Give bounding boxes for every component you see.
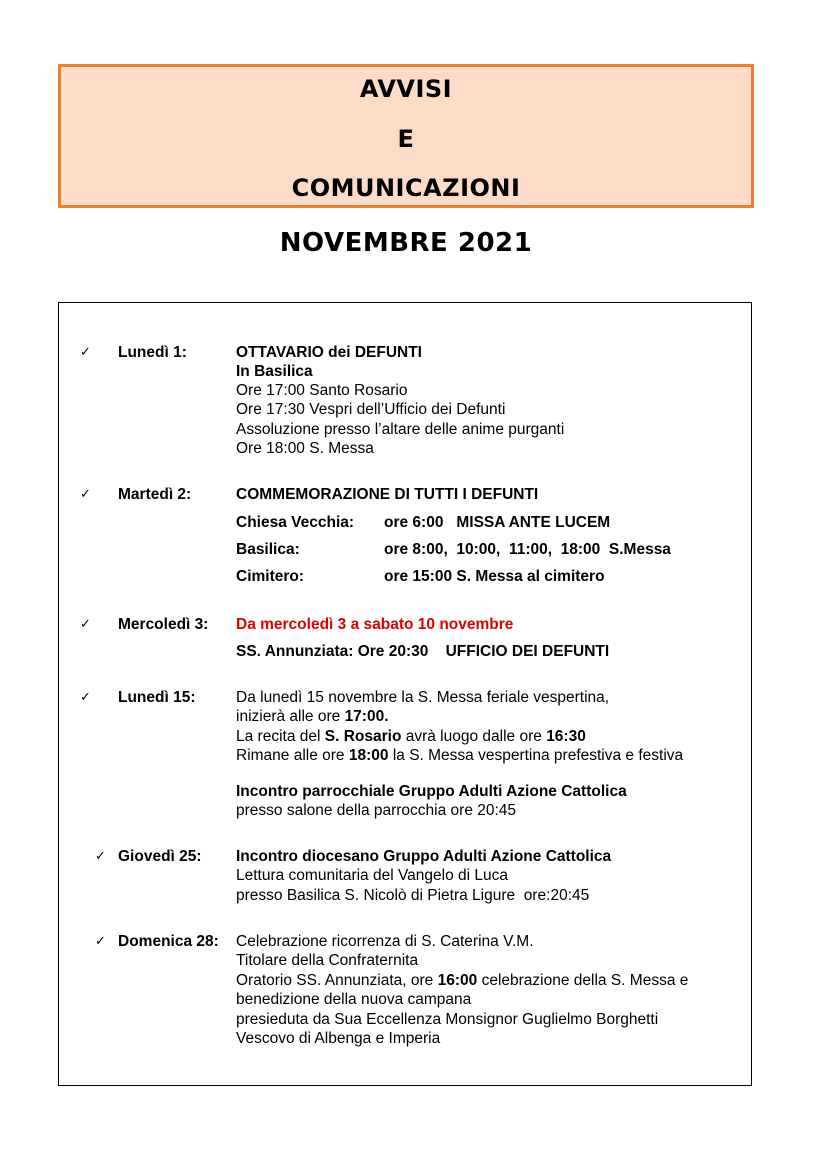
- header-title-comunicazioni: COMUNICAZIONI: [291, 174, 521, 202]
- entry-line: Ore 18:00 S. Messa: [236, 440, 374, 457]
- entry-title: Incontro diocesano Gruppo Adulti Azione Cattolica: [236, 848, 612, 865]
- header-box: [58, 64, 754, 208]
- schedule-detail: ore 6:00 MISSA ANTE LUCEM: [384, 514, 611, 531]
- check-icon: ✓: [95, 934, 106, 949]
- entry-line: Rimane alle ore 18:00 la S. Messa vespertina prefestiva e festiva: [236, 747, 684, 764]
- schedule-detail: ore 15:00 S. Messa al cimitero: [384, 568, 605, 585]
- entry-line: presso Basilica S. Nicolò di Pietra Ligure ore:20:45: [236, 887, 590, 904]
- check-icon: ✓: [80, 487, 91, 502]
- month-title: NOVEMBRE 2021: [279, 228, 533, 258]
- day-label-mercoledi3: Mercoledì 3:: [118, 616, 209, 633]
- entry-line: Assoluzione presso l’altare delle anime purganti: [236, 421, 565, 438]
- entry-line: presieduta da Sua Eccellenza Monsignor Guglielmo Borghetti: [236, 1011, 659, 1028]
- check-icon: ✓: [80, 690, 91, 705]
- entry-line: inizierà alle ore 17:00.: [236, 708, 389, 725]
- schedule-detail: ore 8:00, 10:00, 11:00, 18:00 S.Messa: [384, 541, 671, 558]
- header-title-e: E: [397, 125, 415, 153]
- schedule-place: Cimitero:: [236, 568, 305, 585]
- entry-line: Vescovo di Albenga e Imperia: [236, 1030, 441, 1047]
- schedule-place: Chiesa Vecchia:: [236, 514, 355, 531]
- entry-title: COMMEMORAZIONE DI TUTTI I DEFUNTI: [236, 486, 539, 503]
- entry-highlight: Da mercoledì 3 a sabato 10 novembre: [236, 616, 514, 633]
- entry-line: La recita del S. Rosario avrà luogo dalle ore 16:30: [236, 728, 586, 745]
- check-icon: ✓: [80, 617, 91, 632]
- entry-title: OTTAVARIO dei DEFUNTI: [236, 344, 422, 361]
- entry-line: Lettura comunitaria del Vangelo di Luca: [236, 867, 508, 884]
- check-icon: ✓: [95, 849, 106, 864]
- entry-line: Ore 17:30 Vespri dell’Ufficio dei Defunti: [236, 401, 506, 418]
- entry-line: SS. Annunziata: Ore 20:30 UFFICIO DEI DEFUNTI: [236, 643, 610, 660]
- day-label-lunedi15: Lunedì 15:: [118, 689, 196, 706]
- entry-line: Titolare della Confraternita: [236, 952, 419, 969]
- entry-subtitle: In Basilica: [236, 363, 313, 380]
- check-icon: ✓: [80, 345, 91, 360]
- day-label-martedi2: Martedì 2:: [118, 486, 192, 503]
- entry-line: Da lunedì 15 novembre la S. Messa feriale vespertina,: [236, 689, 610, 706]
- header-title-avvisi: AVVISI: [359, 75, 453, 103]
- entry-title: Incontro parrocchiale Gruppo Adulti Azione Cattolica: [236, 783, 627, 800]
- entry-line: Ore 17:00 Santo Rosario: [236, 382, 408, 399]
- day-label-lunedi1: Lunedì 1:: [118, 344, 187, 361]
- entry-line: Celebrazione ricorrenza di S. Caterina V.M.: [236, 933, 534, 950]
- schedule-place: Basilica:: [236, 541, 300, 558]
- entry-line: benedizione della nuova campana: [236, 991, 472, 1008]
- day-label-domenica28: Domenica 28:: [118, 933, 219, 950]
- entry-line: presso salone della parrocchia ore 20:45: [236, 802, 517, 819]
- entry-line: Oratorio SS. Annunziata, ore 16:00 celebrazione della S. Messa e: [236, 972, 689, 989]
- day-label-giovedi25: Giovedì 25:: [118, 848, 202, 865]
